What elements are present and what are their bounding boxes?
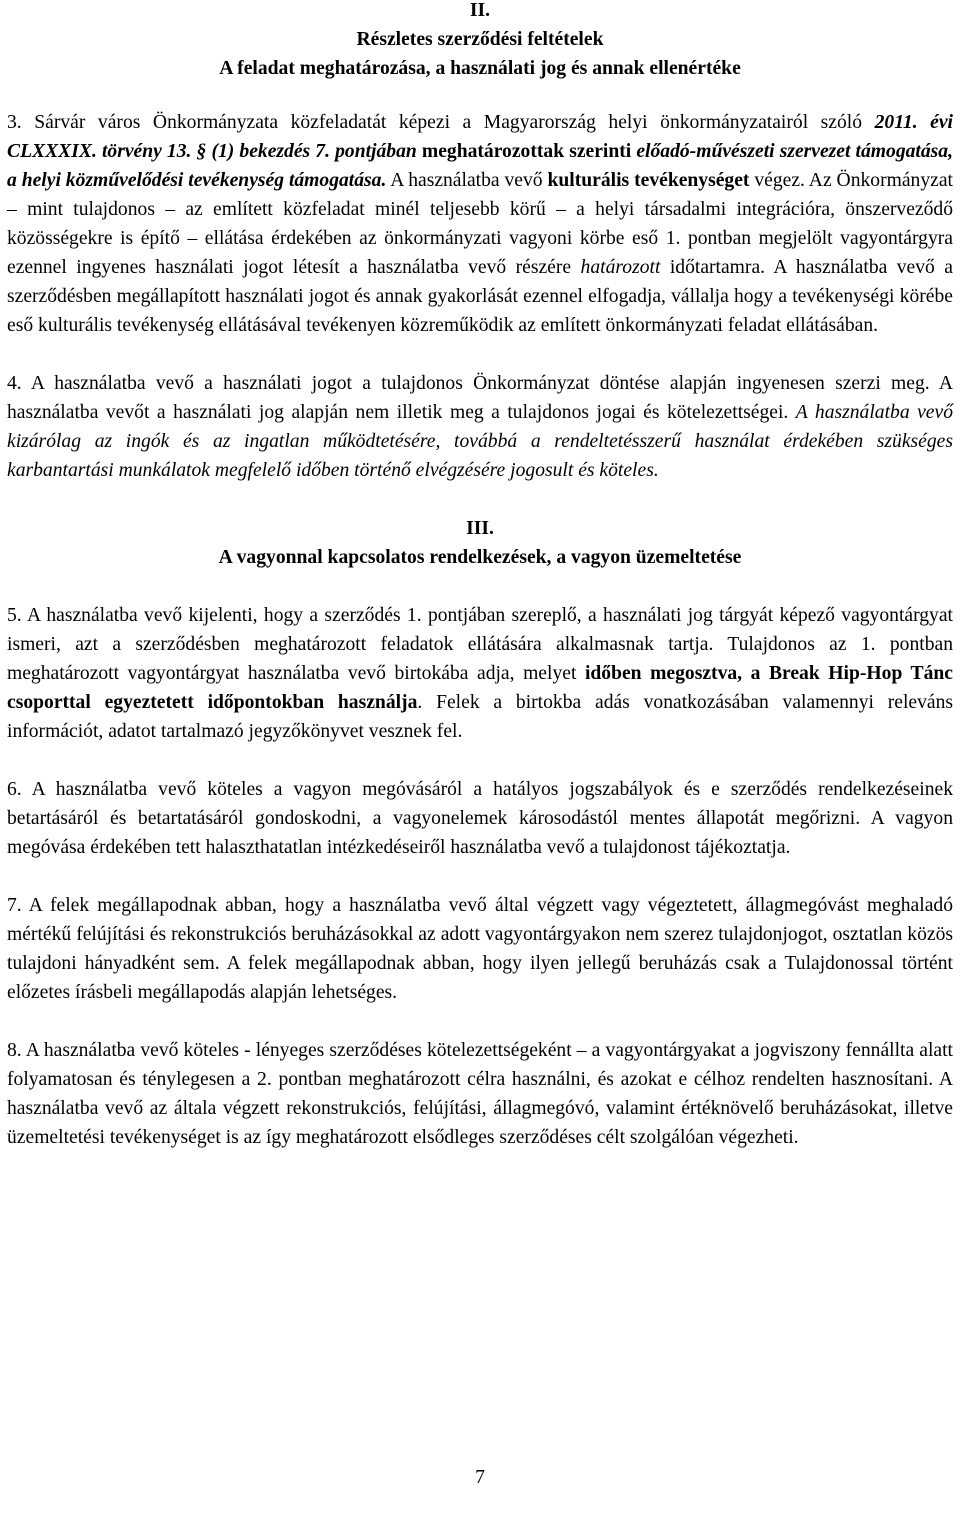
- p5-schedule: időben megosztva, a Break Hip-Hop Tánc csoporttal egyeztetett időpontokban használja: [7, 663, 953, 713]
- section-3-number: III.: [466, 518, 494, 539]
- spacer: [7, 1007, 953, 1036]
- p4-text-2: A használatba vevő kizárólag az ingók és az ingatlan működtetésére, továbbá a rendeltetésszerű használat érdekében szükséges karbantartási munkálatok megfelelő időben történő elvégzésére jogosult és köteles.: [7, 402, 954, 481]
- paragraph-5: [7, 601, 953, 746]
- p3-term: határozott: [580, 257, 661, 278]
- section-2-subtitle: A feladat meghatározása, a használati jog és annak ellenértéke: [219, 58, 741, 79]
- p3-public-task: előadó-művészeti szervezet támogatása, a helyi közművelődési tevékenység támogatása.: [7, 141, 953, 191]
- p3-text-6: A használatba vevő: [386, 170, 548, 191]
- paragraph-6: 6. A használatba vevő köteles a vagyon megóvásáról a hatályos jogszabályok és e szerződés rendelkezéseinek betartásáról és betartatásáról gondoskodni, a vagyonelemek károsodástól mentes állapotát megőrizni. A vagyon megóvása érdekében tett halaszthatatlan intézkedéseiről használatba vevő a tulajdonost tájékoztatja.: [7, 779, 953, 858]
- paragraph-4: [7, 369, 953, 485]
- spacer: [7, 83, 953, 108]
- p3-text-10: időtartamra. A használatba vevő a szerződésben megállapított használati jogot és annak gyakorlását ezennel elfogadja, vállalja hogy a tevékenységi körébe eső kulturális tevékenység ellátásával tevékenyen közreműködik az említett önkormányzati feladat ellátásában.: [7, 257, 953, 336]
- spacer: [7, 485, 953, 514]
- spacer: [7, 572, 953, 601]
- p3-text-4: meghatározottak szerinti: [416, 141, 637, 162]
- page-number: 7: [475, 1467, 485, 1488]
- paragraph-8: 8. A használatba vevő köteles - lényeges szerződéses kötelezettségeként – a vagyontárgyakat a jogviszony fennállta alatt folyamatosan és ténylegesen a 2. pontban meghatározott célra használni, és azokat e célhoz rendelten hasznosítani. A használatba vevő az általa végzett rekonstrukciós, felújítási, állagmegóvó, valamint értéknövelő beruházásokat, illetve üzemeltetési tevékenységet is az így meghatározott elsődleges szerződéses célt szolgálóan végezheti.: [7, 1040, 953, 1148]
- paragraph-3: [7, 108, 953, 340]
- p3-law-reference: 2011. évi CLXXXIX. törvény 13. § (1) bekezdés 7.: [7, 112, 954, 162]
- spacer: [7, 340, 953, 369]
- paragraph-7: 7. A felek megállapodnak abban, hogy a használatba vevő által végzett vagy végeztetett, állagmegóvást meghaladó mértékű felújítási és rekonstrukciós beruházásokkal az adott vagyontárgyakon nem szerez tulajdonjogot, osztatlan közös tulajdoni hányadként sem. A felek megállapodnak abban, hogy ilyen jellegű beruházás csak a Tulajdonossal történt előzetes írásbeli megállapodás alapján lehetséges.: [7, 895, 953, 1003]
- spacer: [7, 746, 953, 775]
- p3-text-8: végez. Az Önkormányzat – mint tulajdonos – az említett közfeladat minél teljesebb körű – a helyi társadalmi integrációra, önszerveződő közösségekre is építő – ellátása érdekében az önkormányzati vagyoni körbe eső 1. pontban megjelölt vagyontárgyra ezennel ingyenes használati jogot létesít a használatba vevő részére: [7, 170, 953, 278]
- p5-text-3: . Felek a birtokba adás vonatkozásában valamennyi releváns információt, adatot tartalmazó jegyzőkönyvet vesznek fel.: [7, 692, 954, 742]
- p3-activity: kulturális tevékenységet: [547, 170, 750, 191]
- section-3-title: A vagyonnal kapcsolatos rendelkezések, a vagyon üzemeltetése: [218, 547, 742, 568]
- p4-text-1: 4. A használatba vevő a használati jogot a tulajdonos Önkormányzat döntése alapján ingyenesen szerzi meg. A használatba vevőt a használati jog alapján nem illetik meg a tulajdonos jogai és kötelezettségei.: [7, 373, 953, 423]
- p5-text-1: 5. A használatba vevő kijelenti, hogy a szerződés 1. pontjában szereplő, a használati jog tárgyát képező vagyontárgyat ismeri, azt a szerződésben meghatározott feladatok ellátására alkalmasnak tartja. Tulajdonos az 1. pontban meghatározott vagyontárgyat használatba vevő birtokába adja, melyet: [7, 605, 953, 684]
- document-page: [7, 0, 953, 1152]
- section-2-title: Részletes szerződési feltételek: [356, 29, 604, 50]
- p3-law-point: pontjában: [335, 141, 417, 162]
- section-2-number: II.: [469, 0, 491, 21]
- spacer: [7, 862, 953, 891]
- p3-text-1: 3. Sárvár város Önkormányzata közfeladatát képezi a Magyarország helyi önkormányzatairól szóló: [7, 112, 875, 133]
